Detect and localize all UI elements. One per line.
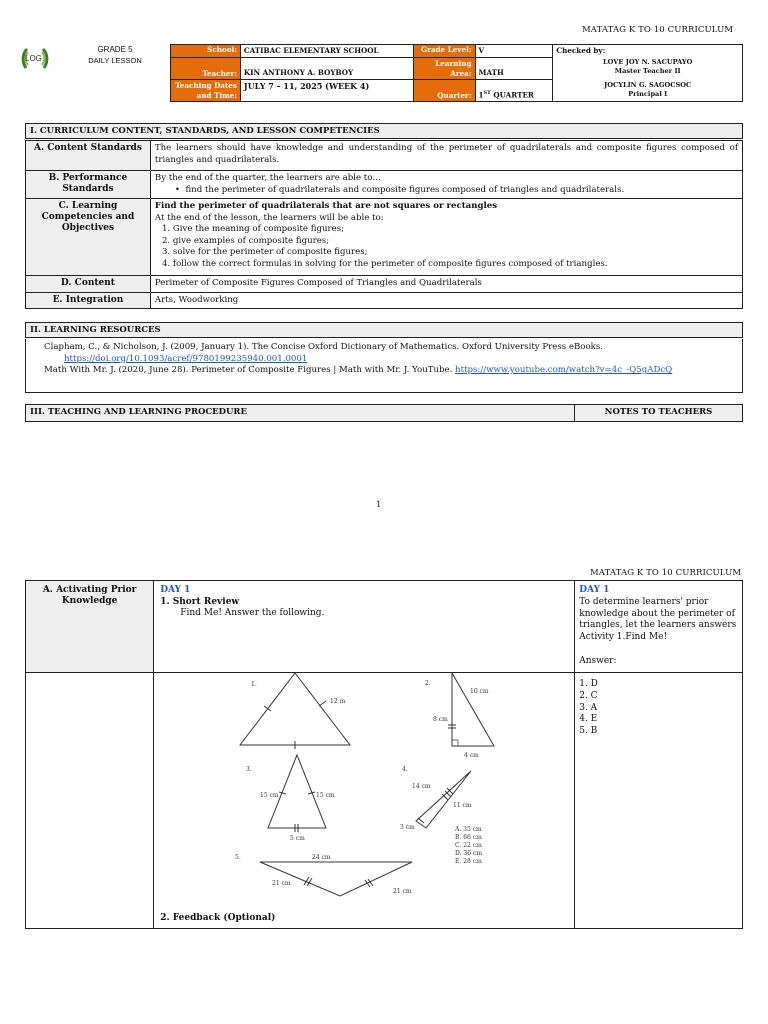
- feedback-heading: 2. Feedback (Optional): [160, 913, 276, 923]
- figure-number: 2.: [425, 680, 431, 687]
- performance-bullet-text: find the perimeter of quadrilaterals and composite figures composed of triangles and quadrilaterals.: [185, 184, 625, 195]
- answer-item: 5. B: [579, 726, 598, 737]
- reference-2-text: Math With Mr. J. (2020, June 28). Perimeter of Composite Figures | Math with Mr. J. YouTube.: [44, 365, 453, 375]
- section-1-title: I. CURRICULUM CONTENT, STANDARDS, AND LESSON COMPETENCIES: [25, 123, 743, 139]
- answers-cell: [575, 673, 743, 929]
- school-label: School:: [171, 45, 241, 58]
- triangle-3-left-label: 15 cm: [260, 792, 279, 799]
- performance-standards-value: [150, 171, 742, 199]
- short-review-heading: 1. Short Review: [160, 596, 240, 607]
- choice-a: A. 35 cm: [455, 826, 482, 833]
- triangle-4-small-label: 3 cm: [400, 824, 416, 831]
- answer-item: 3. A: [579, 702, 598, 713]
- quarter-label: Quarter:: [413, 80, 475, 102]
- checked-by-cell: [553, 45, 743, 102]
- grade-level-value: V: [475, 45, 553, 58]
- triangle-5-left-label: 21 cm: [272, 880, 291, 887]
- triangle-2-base-label: 4 cm: [464, 752, 480, 759]
- reference-2-link[interactable]: https://www.youtube.com/watch?v=4c_-Q5gADcQ: [455, 365, 673, 375]
- performance-standards-label: B. Performance Standards: [26, 171, 151, 199]
- checked-by-label: Checked by:: [556, 46, 606, 55]
- curriculum-header: MATATAG K TO 10 CURRICULUM: [582, 25, 734, 35]
- figure-number: 4.: [402, 766, 408, 773]
- competencies-label: C. Learning Competencies and Objectives: [26, 199, 151, 276]
- page-number: 1: [376, 500, 382, 510]
- daily-lesson-title: DAILY LESSON: [88, 56, 142, 65]
- triangle-5-right-label: 21 cm: [393, 888, 412, 895]
- triangle-2-leg-label: 8 cm: [433, 716, 449, 723]
- school-logo: [20, 44, 50, 74]
- learning-area-value: MATH: [475, 58, 553, 80]
- objectives-intro: At the end of the lesson, the learners will be able to:: [154, 212, 384, 223]
- figure-number: 1.: [251, 681, 257, 688]
- school-value: CATIBAC ELEMENTARY SCHOOL: [240, 45, 413, 58]
- activating-label: A. Activating Prior Knowledge: [26, 581, 154, 673]
- answer-label: Answer:: [579, 655, 617, 666]
- teacher-value: KIN ANTHONY A. BOYBOY: [240, 58, 413, 80]
- triangle-4-right-label: 11 cm: [453, 802, 472, 809]
- choice-c: C. 22 cm: [455, 842, 483, 849]
- objectives-list: [173, 224, 738, 270]
- tick-mark: [264, 706, 271, 711]
- triangle-1-side-label: 12 m: [330, 698, 346, 705]
- triangle-4-top-label: 14 cm: [412, 783, 431, 790]
- figure-number: 3.: [246, 766, 252, 773]
- integration-value: Arts, Woodworking: [150, 292, 742, 309]
- procedure-table: [25, 580, 743, 929]
- notes-cell: [575, 581, 743, 673]
- triangle-4-shape: [416, 771, 471, 828]
- resources-box: [25, 339, 743, 393]
- triangle-3-base-label: 5 cm: [290, 835, 306, 842]
- choice-d: D. 36 cm: [455, 850, 483, 857]
- right-angle-mark: [452, 740, 458, 746]
- tick-mark: [319, 701, 326, 706]
- content-standards-label: A. Content Standards: [26, 141, 151, 171]
- checker-2-title: Principal I: [628, 90, 668, 98]
- triangle-2-shape: [452, 673, 494, 746]
- triangle-3-right-label: 15 cm: [316, 792, 335, 799]
- grade-title: GRADE 5: [97, 45, 133, 54]
- notes-text: To determine learners' prior knowledge about the perimeter of triangles, let the learners answers Activity 1.Find Me!: [579, 596, 737, 643]
- performance-intro: By the end of the quarter, the learners are able to…: [154, 173, 381, 183]
- triangle-2-hyp-label: 10 cm: [470, 688, 489, 695]
- checker-1-title: Master Teacher II: [614, 67, 681, 75]
- reference-2: [44, 365, 738, 377]
- triangle-5-top-label: 24 cm: [312, 854, 331, 861]
- teaching-dates-label: Teaching Dates and Time:: [171, 80, 241, 102]
- tick-mark: [418, 818, 424, 823]
- content-value: Perimeter of Composite Figures Composed of Triangles and Quadrilaterals: [150, 276, 742, 293]
- section-2-title: II. LEARNING RESOURCES: [25, 322, 743, 338]
- notes-to-teachers-header: NOTES TO TEACHERS: [574, 404, 743, 422]
- integration-label: E. Integration: [26, 292, 151, 309]
- objective-item: 1. Give the meaning of composite figures;: [173, 224, 738, 236]
- find-me-instruction: Find Me! Answer the following.: [180, 608, 325, 618]
- objective-item: 2. give examples of composite figures;: [173, 236, 738, 248]
- teacher-label: Teacher:: [171, 58, 241, 80]
- header-info-table: [170, 44, 743, 102]
- logo-text: LOG: [25, 54, 42, 63]
- activity-cell: [154, 581, 575, 673]
- competencies-value: [150, 199, 742, 276]
- choice-e: E. 28 cm: [455, 858, 483, 865]
- performance-bullet: • find the perimeter of quadrilaterals and composite figures composed of triangles and quadrilaterals.: [174, 184, 625, 195]
- answer-item: 4. E: [579, 714, 598, 725]
- objective-item: 4. follow the correct formulas in solving for the perimeter of composite figures composed of triangles.: [173, 259, 738, 271]
- teaching-dates-value: JULY 7 – 11, 2025 (WEEK 4): [240, 80, 413, 102]
- choice-b: B. 66 cm: [455, 834, 483, 841]
- quarter-word: QUARTER: [493, 90, 534, 99]
- day-label: DAY 1: [160, 585, 191, 595]
- objective-item: 3. solve for the perimeter of composite figures;: [173, 247, 738, 259]
- tick-mark: [447, 788, 453, 794]
- content-standards-value: The learners should have knowledge and understanding of the perimeter of quadrilaterals and composite figures composed of triangles and quadrilaterals.: [150, 141, 742, 171]
- checker-2-name: JOCYLIN G. SAGOCSOC: [604, 81, 692, 89]
- triangle-5-shape: [260, 862, 412, 896]
- figure-number: 5.: [235, 854, 241, 861]
- empty-label-cell: [26, 673, 154, 929]
- quarter-value: [475, 80, 553, 102]
- learning-area-label: Learning Area:: [413, 58, 475, 80]
- quarter-number: 1: [478, 90, 484, 99]
- content-label: D. Content: [26, 276, 151, 293]
- answer-item: 2. C: [579, 690, 598, 701]
- answer-item: 1. D: [579, 679, 598, 689]
- checker-1-name: LOVE JOY N. SACUPAYO: [603, 58, 693, 66]
- competency-statement: Find the perimeter of quadrilaterals that are not squares or rectangles: [154, 201, 498, 211]
- curriculum-header-page2: MATATAG K TO 10 CURRICULUM: [590, 568, 742, 578]
- section-3-title: III. TEACHING AND LEARNING PROCEDURE: [25, 404, 575, 422]
- triangles-figure: [154, 673, 574, 913]
- reference-1-text: Clapham, C., & Nicholson, J. (2009, January 1). The Concise Oxford Dictionary of Mathematics. Oxford University Press eBooks.: [44, 342, 604, 352]
- notes-day-label: DAY 1: [579, 585, 610, 595]
- grade-level-label: Grade Level:: [413, 45, 475, 58]
- reference-1-link[interactable]: https://doi.org/10.1093/acref/9780199235940.001.0001: [64, 353, 308, 364]
- section-1-table: [25, 140, 743, 309]
- quarter-suffix: ST: [483, 89, 491, 96]
- figure-cell: [154, 673, 575, 929]
- reference-1: [44, 342, 738, 365]
